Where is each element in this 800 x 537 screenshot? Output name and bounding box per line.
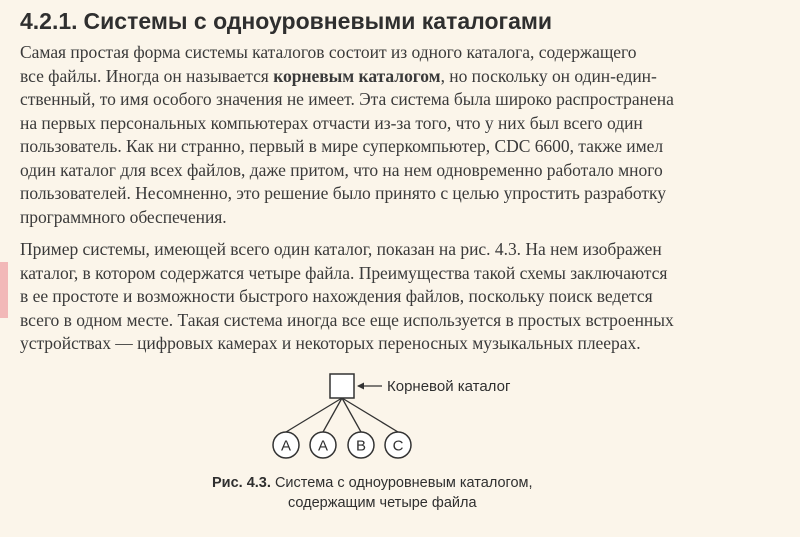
file-label: A: [280, 437, 292, 455]
text-line: пользователь. Как ни странно, первый в мире суперкомпьютер, CDC 6600, также имел: [20, 136, 664, 156]
file-label: A: [317, 437, 329, 455]
text-line: пользователей. Несомненно, это решение было принято с целью упростить разработку: [20, 183, 666, 203]
root-directory-box: [330, 374, 354, 398]
text-line: на первых персональных компьютерах отчасти из-за того, что у них был всего один: [20, 112, 643, 133]
text-line: Самая простая форма системы каталогов состоит из одного каталога, содержащего: [20, 42, 637, 62]
text-line: программного обеспечения.: [20, 206, 227, 227]
caption-label: Рис. 4.3.: [212, 475, 271, 491]
text-line: устройствах — цифровых камерах и некоторых переносных музыкальных плеерах.: [20, 333, 641, 353]
label-arrow-head: [357, 383, 364, 390]
text-line: ственный, то имя особого значения не имеет. Эта система была широко распространена: [20, 89, 674, 109]
section-title: Системы с одноуровневыми каталогами: [83, 8, 553, 34]
term-root-directory: корневым каталогом: [273, 65, 441, 86]
text-line: каталог, в котором содержатся четыре файла. Преимущества такой схемы заключаются: [20, 262, 668, 283]
file-label: B: [355, 437, 367, 455]
caption-text: Система с одноуровневым каталогом,: [274, 475, 533, 491]
text-fragment: все файлы. Иногда он называется: [20, 65, 274, 86]
file-label: C: [392, 437, 404, 455]
figure-caption: [212, 473, 533, 513]
text-line: Пример системы, имеющей всего один каталог, показан на рис. 4.3. На нем изображен: [20, 239, 662, 259]
tree-edge: [286, 398, 342, 432]
text-line: всего в одном месте. Такая система иногда все еще используется в простых встроенных: [20, 309, 674, 330]
caption-text-line2: содержащим четыре файла: [288, 495, 477, 511]
text-fragment: , но поскольку он один-един-: [440, 65, 657, 86]
root-directory-label: Корневой каталог: [387, 378, 511, 395]
tree-edge: [342, 398, 398, 432]
section-number: 4.2.1.: [20, 8, 78, 34]
text-line: один каталог для всех файлов, даже притом, что на нем одновременно работало много: [20, 159, 663, 180]
text-line: в ее простоте и возможности быстрого нахождения файлов, поскольку поиск ведется: [20, 286, 653, 306]
